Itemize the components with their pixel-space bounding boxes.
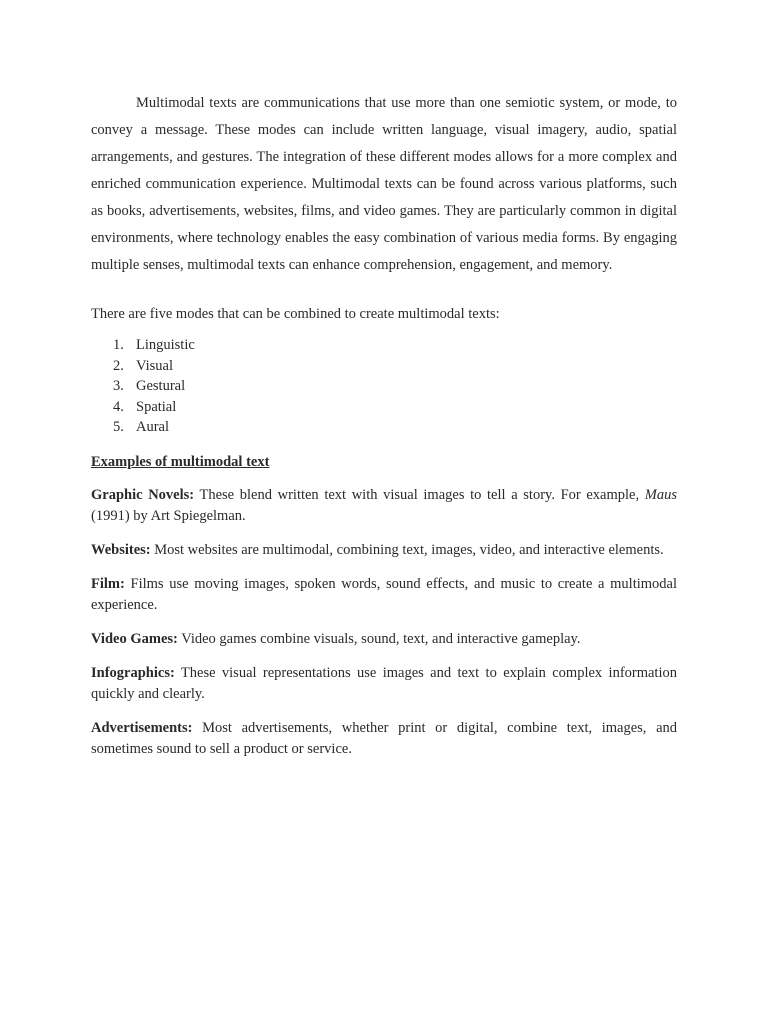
list-item-number: 5. [113, 419, 124, 435]
modes-list [91, 335, 677, 438]
example-term: Infographics: [91, 664, 175, 681]
example-infographics [91, 663, 677, 705]
document-page [91, 90, 677, 760]
list-item [91, 376, 677, 397]
list-item-label: Linguistic [136, 337, 195, 353]
example-term: Film: [91, 575, 125, 592]
list-item-number: 3. [113, 378, 124, 394]
example-term: Advertisements: [91, 719, 193, 736]
example-text: These visual representations use images and text to explain complex information quickly and clearly. [91, 664, 677, 702]
example-graphic-novels [91, 485, 677, 527]
example-text: Video games combine visuals, sound, text, and interactive gameplay. [181, 630, 581, 647]
list-item-number: 4. [113, 398, 124, 415]
list-item-label: Gestural [136, 378, 186, 394]
list-item [91, 397, 677, 418]
list-item [91, 356, 677, 377]
example-video-games [91, 629, 677, 650]
example-film [91, 574, 677, 616]
example-text: (1991) by Art Spiegelman. [91, 507, 246, 524]
intro-paragraph: Multimodal texts are communications that use more than one semiotic system, or mode, to convey a message. These modes can include written language, visual imagery, audio, spatial arrangements, and gestures. The integration of these different modes allows for a more complex and enriched communication experience. Multimodal texts can be found across various platforms, such as books, advertisements, websites, films, and video games. They are particularly common in digital environments, where technology enables the easy combination of various media forms. By engaging multiple senses, multimodal texts can enhance comprehension, engagement, and memory. [91, 95, 677, 273]
example-text: These blend written text with visual images to tell a story. For example, [199, 486, 645, 503]
list-item-number: 2. [113, 357, 124, 374]
example-advertisements [91, 718, 677, 760]
list-item-label: Visual [136, 357, 173, 374]
example-text: Films use moving images, spoken words, sound effects, and music to create a multimodal experience. [91, 575, 677, 613]
list-item-number: 1. [113, 337, 124, 353]
modes-lead-text: There are five modes that can be combined to create multimodal texts: [91, 306, 500, 322]
example-term: Graphic Novels: [91, 486, 195, 503]
example-term: Video Games: [91, 630, 178, 647]
examples-heading: Examples of multimodal text [91, 453, 270, 470]
list-item-label: Spatial [136, 398, 177, 415]
list-item [91, 335, 677, 356]
example-websites [91, 540, 677, 561]
list-item-label: Aural [136, 419, 170, 435]
list-item [91, 417, 677, 438]
example-title: Maus [644, 486, 677, 503]
example-text: Most websites are multimodal, combining text, images, video, and interactive elements. [154, 541, 664, 558]
example-term: Websites: [91, 541, 151, 558]
example-text: Most advertisements, whether print or digital, combine text, images, and sometimes sound to sell a product or service. [91, 719, 677, 757]
